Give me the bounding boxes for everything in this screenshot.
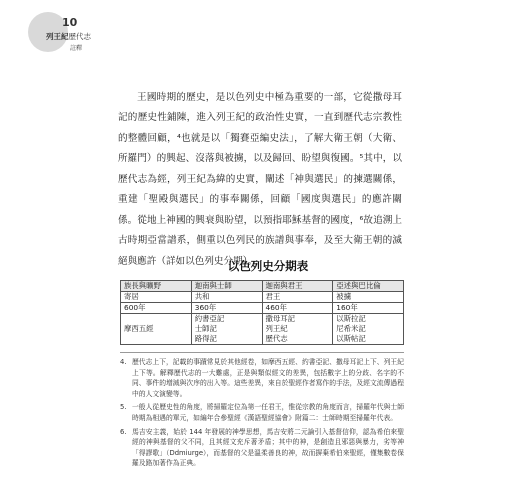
running-header [28, 12, 148, 52]
table-cell: 寄居 [121, 292, 192, 303]
footnote-divider [120, 352, 404, 353]
cell-line: 撒母耳記 [265, 314, 296, 323]
footnote-text: 一般人從歷史性的角度，將掃羅定位為第一任君王，惟從宗教的角度而言，掃羅年代與士師時期為相遇的單元，如編年合參聖經《漢語聖經協會》附篇二：士師時期至掃羅年代表。 [132, 403, 404, 422]
table-row [121, 314, 404, 345]
period-table [120, 280, 404, 345]
footnote-number: 4. [120, 358, 127, 366]
footnote-text: 歷代志上下，記載的事蹟常見於其他經卷，如摩西五經、約書亞記、撒母耳記上下、列王紀上下等。解釋歷代志的一大難處，正是與類似經文的差異，包括數字上的分歧、名字的不同、事件的增減與次序的出入等。這些差異，來自於聖經作者寫作的手法，及經文流傳過程中的人文演變等。 [132, 358, 404, 398]
cell-line: 歷代志 [265, 334, 288, 343]
table-cell: 460年 [262, 303, 333, 314]
footnote-text: 馬吉安主義，始於 144 年發展的神學思想，馬吉安將二元論引入基督信仰，認為希伯來聖經的神與基督的父不同，且其經文充斥著矛盾；其中的神，是創造且邪惡與暴力，劣等神「得謬歌」（Ddmiurge），而基督的父是溫柔善良的神，故而摒棄希伯來聖經，僅集數卷保羅及路加著作為正典。 [132, 427, 404, 468]
footnote [120, 402, 404, 423]
table-cell [262, 314, 333, 345]
table-row [121, 303, 404, 314]
cell-line: 列王紀 [265, 324, 288, 333]
table-cell [191, 314, 262, 345]
footnote [120, 357, 404, 399]
cell-line: 士師記 [194, 324, 217, 333]
book-subtitle: 註釋 [70, 45, 83, 52]
cell-line: 以斯拉記 [336, 314, 366, 323]
table-cell: 160年 [333, 303, 404, 314]
table-row [121, 292, 404, 303]
table-cell: 600年 [121, 303, 192, 314]
book-title-rest: 歷代志 [68, 32, 91, 41]
footnote-number: 5. [120, 403, 127, 412]
table-cell: 君王 [262, 292, 333, 303]
book-title-bold: 列王紀 [46, 32, 69, 41]
cell-line: 尼希米記 [336, 324, 366, 333]
table-cell: 族長與曠野 [121, 281, 192, 292]
table-cell: 360年 [191, 303, 262, 314]
book-title [46, 31, 91, 42]
cell-text: 摩西五經 [124, 324, 154, 333]
page-number: 10 [62, 16, 78, 29]
footnotes [120, 357, 404, 472]
table-cell: 迦南與士師 [191, 281, 262, 292]
table-header-row [121, 281, 404, 292]
table-cell: 被擄 [333, 292, 404, 303]
footnote [120, 427, 404, 469]
table-cell: 亞述與巴比倫 [333, 281, 404, 292]
footnote-number: 6. [120, 427, 127, 436]
table-cell: 共和 [191, 292, 262, 303]
cell-line: 約書亞記 [194, 314, 225, 323]
table-cell [333, 314, 404, 345]
table-title: 以色列史分期表 [227, 259, 309, 273]
body-paragraph: 王國時期的歷史，是以色列史中極為重要的一部，它從撒母耳記的歷史性鋪陳，進入列王紀的政治性史實，一直到歷代志宗教性的整體回顧，⁴也就是以「獨賽亞編史法」，了解大衛王朝（大衛、所羅門）的興起、沒落與被擄，以及歸回、盼望與復國。⁵其中，以歷代志為經，列王紀為緯的史實，闡述「神與選民」的揀選關係，重建「聖殿與選民」的事奉關係，回顧「國度與選民」的應許關係。從地上神國的興衰與盼望，以預指耶穌基督的國度，⁶故追溯上古時期亞當譜系，側重以色列民的族譜與事奉，及至大衛王朝的滅絕與應許（詳如以色列史分期）。 [118, 91, 402, 267]
cell-line: 以斯帖記 [336, 334, 366, 343]
table-cell: 迦南與君王 [262, 281, 333, 292]
cell-line: 路得記 [194, 334, 217, 343]
table-cell [121, 314, 192, 345]
